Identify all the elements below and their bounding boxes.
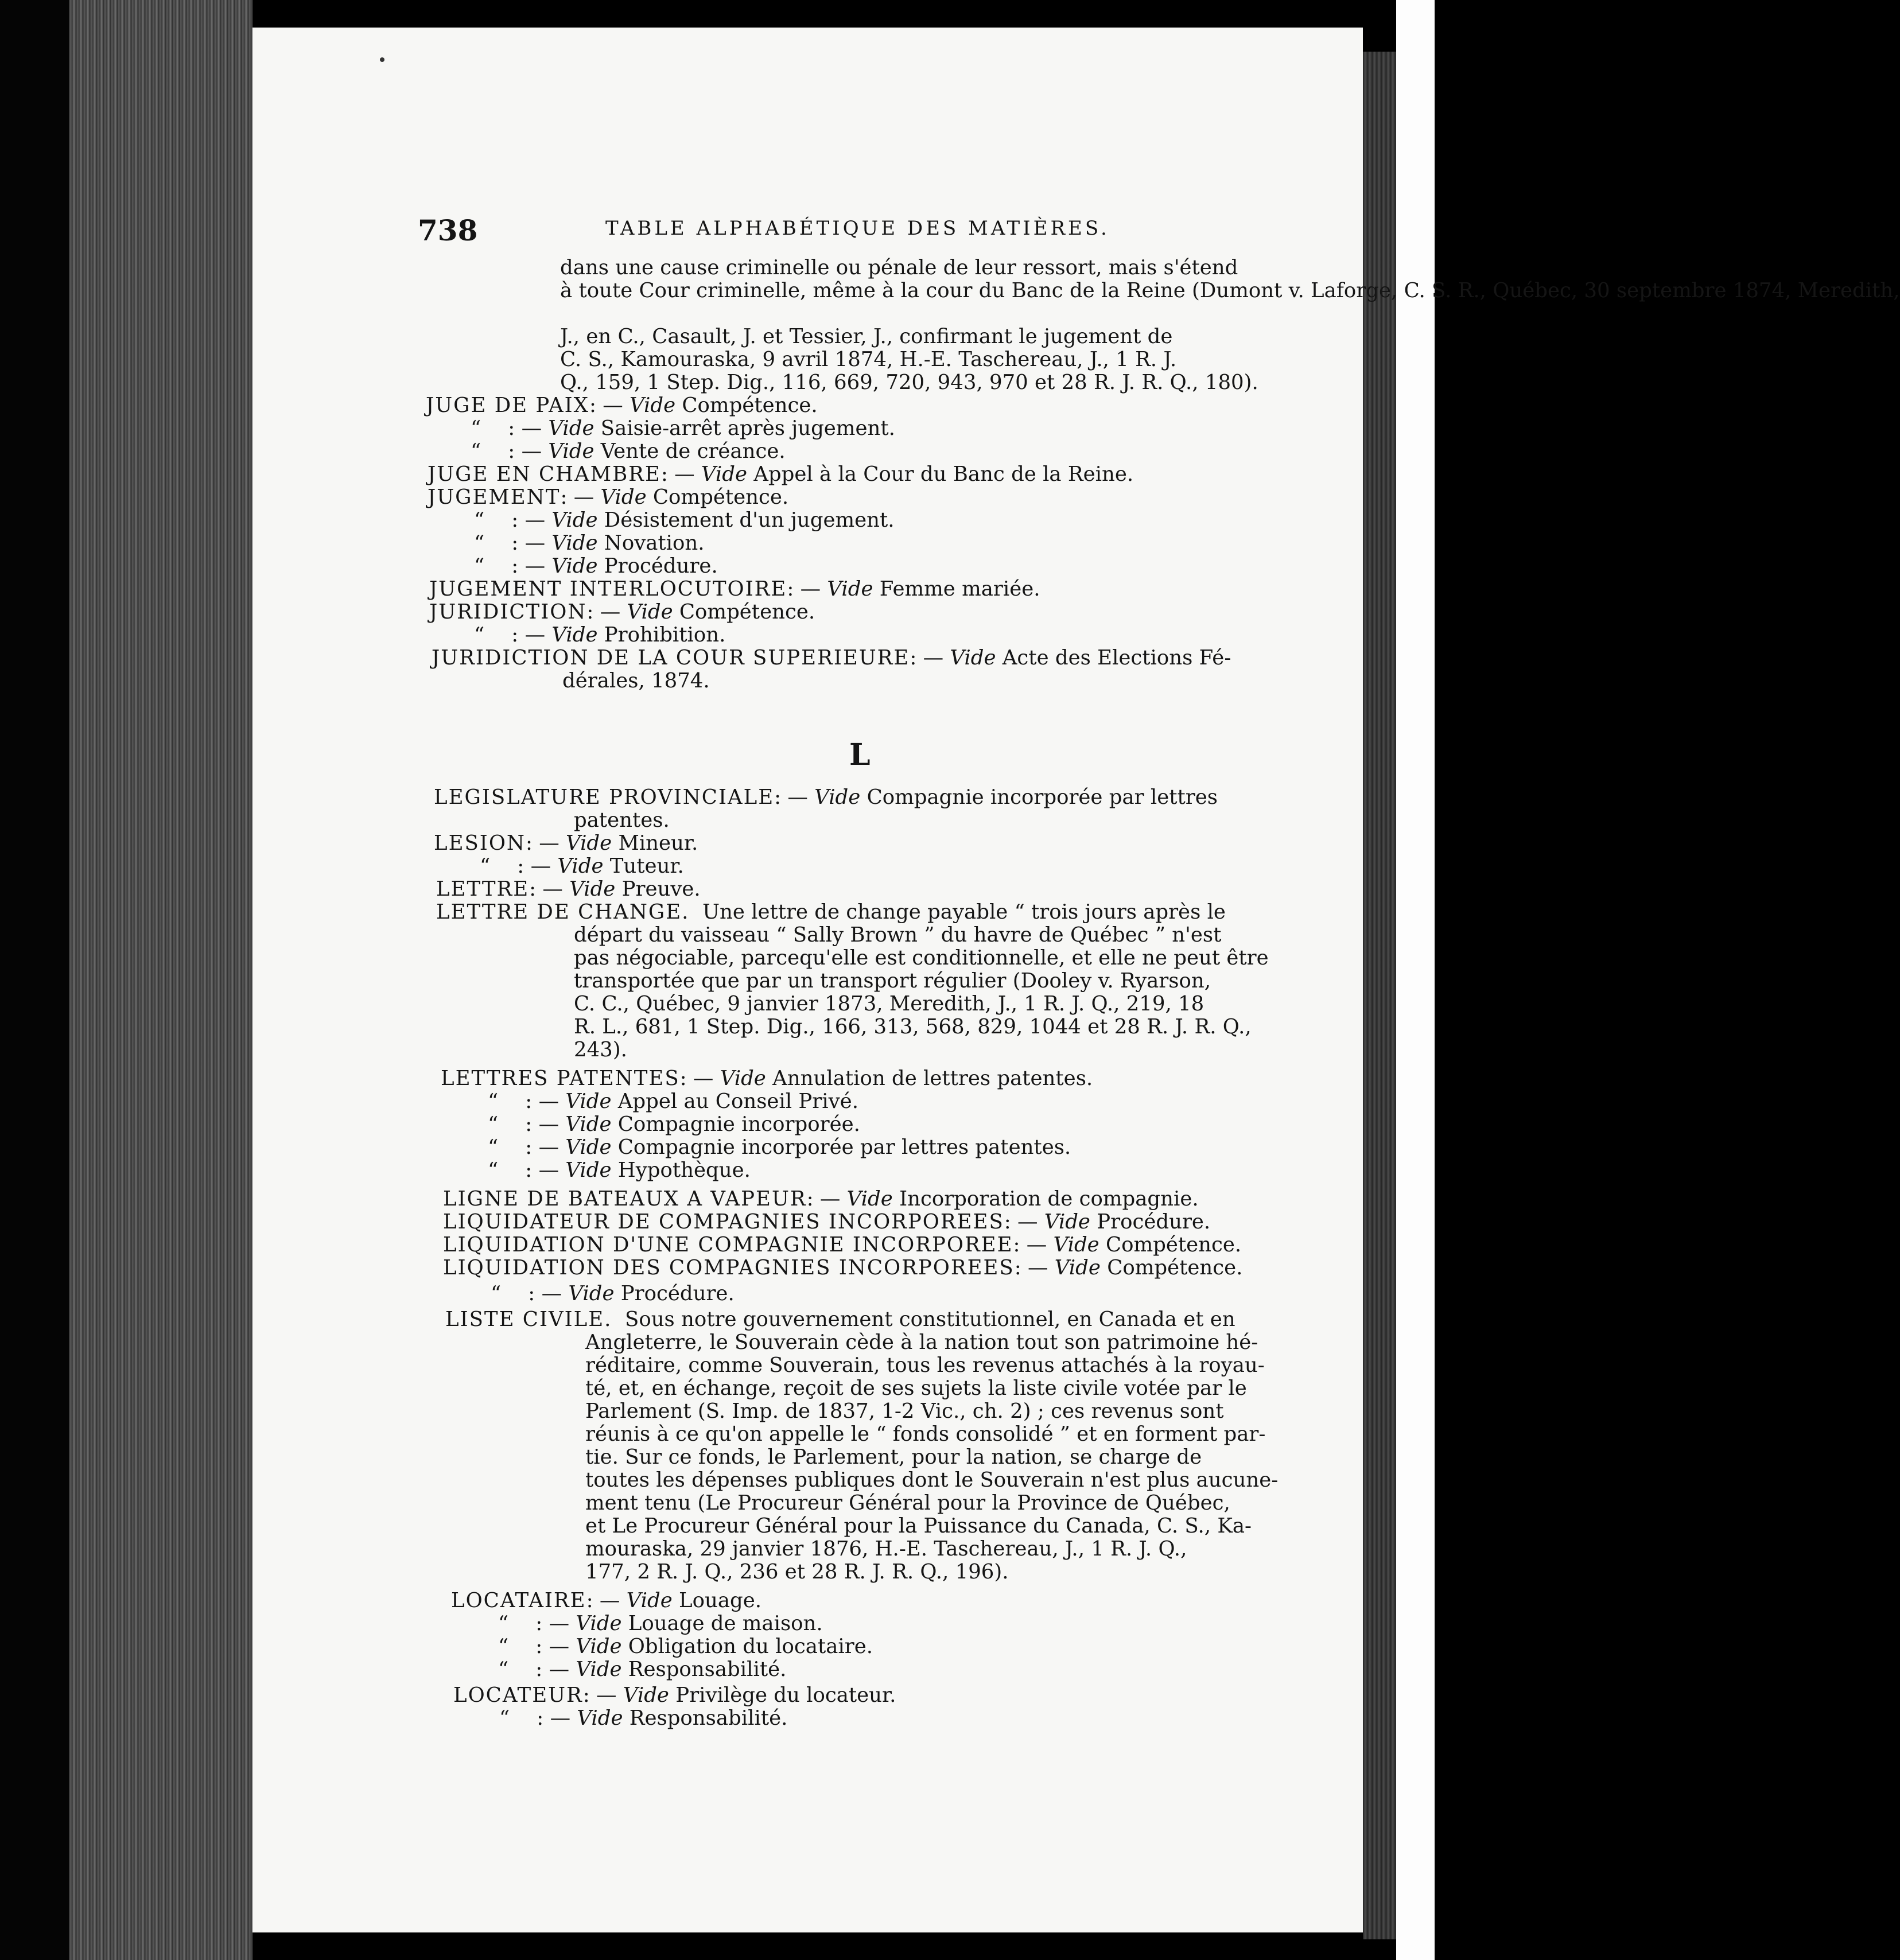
- index-heading: JUGE DE PAIX: [426, 394, 589, 417]
- index-line: [471, 440, 786, 463]
- index-text: — Vide Compétence.: [573, 485, 789, 509]
- index-text: R. L., 681, 1 Step. Dig., 166, 313, 568, 829, 1044 et 28 R. J. R. Q.,: [574, 1015, 1252, 1039]
- index-line: [585, 1377, 1247, 1400]
- index-colon: :: [586, 600, 594, 624]
- index-line: [488, 1136, 1071, 1159]
- index-text: — Vide Mineur.: [539, 831, 698, 855]
- ditto-mark: “: [498, 1635, 510, 1658]
- index-line: [434, 786, 1218, 809]
- index-line: [488, 1159, 751, 1182]
- index-heading: JURIDICTION: [429, 600, 587, 624]
- index-colon: :: [508, 417, 515, 440]
- index-heading: JURIDICTION DE LA COUR SUPERIEURE: [432, 646, 910, 670]
- index-text: toutes les dépenses publiques dont le Souverain n'est plus aucune-: [585, 1468, 1279, 1492]
- index-text: Q., 159, 1 Step. Dig., 116, 669, 720, 943, 970 et 28 R. J. R. Q., 180).: [560, 371, 1258, 394]
- index-text: dans une cause criminelle ou pénale de leur ressort, mais s'étend: [560, 256, 1238, 279]
- index-heading: LOCATEUR: [453, 1683, 583, 1707]
- index-colon: :: [910, 646, 917, 670]
- index-colon: :: [774, 785, 782, 809]
- index-text: J., en C., Casault, J. et Tessier, J., confirmant le jugement de: [560, 325, 1173, 348]
- index-text: transportée que par un transport régulier (Dooley v. Ryarson,: [574, 969, 1211, 993]
- index-heading: LETTRE: [436, 877, 530, 901]
- index-line: [574, 1016, 1252, 1039]
- index-colon: :: [525, 1135, 533, 1159]
- index-colon: :: [1013, 1233, 1020, 1257]
- index-text: — Vide Privilège du locateur.: [596, 1683, 896, 1707]
- index-heading: LISTE CIVILE.: [445, 1308, 612, 1331]
- index-text: — Vide Vente de créance.: [521, 440, 786, 463]
- index-text: — Vide Louage.: [599, 1589, 762, 1612]
- index-text: — Vide Compétence.: [1026, 1233, 1242, 1257]
- index-text: — Vide Hypothèque.: [538, 1158, 751, 1182]
- index-text: — Vide Preuve.: [542, 877, 701, 901]
- index-colon: :: [586, 1589, 593, 1612]
- index-text: — Vide Procédure.: [541, 1282, 735, 1305]
- index-colon: :: [511, 554, 519, 578]
- index-heading: LIQUIDATEUR DE COMPAGNIES INCORPOREES: [443, 1210, 1004, 1234]
- index-line: [428, 486, 788, 509]
- index-colon: :: [1004, 1210, 1011, 1234]
- index-heading: LETTRE DE CHANGE.: [436, 900, 690, 924]
- index-text: — Vide Compagnie incorporée.: [538, 1113, 860, 1136]
- ditto-mark: “: [498, 1658, 510, 1681]
- index-heading: LEGISLATURE PROVINCIALE: [434, 785, 775, 809]
- index-line: [560, 348, 1176, 371]
- index-heading: LIGNE DE BATEAUX A VAPEUR: [443, 1187, 807, 1211]
- index-line: [432, 647, 1231, 670]
- index-heading: LETTRES PATENTES: [441, 1067, 680, 1090]
- ditto-mark: “: [480, 854, 492, 878]
- index-line: [585, 1538, 1187, 1561]
- index-text: té, et, en échange, reçoit de ses sujets la liste civile votée par le: [585, 1376, 1247, 1400]
- index-text: C. S., Kamouraska, 9 avril 1874, H.-E. Taschereau, J., 1 R. J.: [560, 348, 1177, 371]
- index-text: — Vide Responsabilité.: [550, 1706, 788, 1730]
- index-colon: :: [525, 1158, 533, 1182]
- index-colon: :: [517, 854, 524, 878]
- ditto-mark: “: [499, 1706, 511, 1730]
- index-heading: JUGE EN CHAMBRE: [428, 462, 661, 486]
- index-text: Parlement (S. Imp. de 1837, 1-2 Vic., ch. 2) ; ces revenus sont: [585, 1399, 1224, 1423]
- index-line: [443, 1211, 1210, 1234]
- index-line: [585, 1354, 1265, 1377]
- index-colon: :: [528, 1282, 535, 1305]
- index-text: — Vide Acte des Elections Fé-: [923, 646, 1231, 670]
- index-line: [585, 1446, 1202, 1469]
- ditto-mark: “: [474, 508, 486, 532]
- index-line: [585, 1400, 1223, 1423]
- page-number: 738: [418, 213, 478, 247]
- index-line: [560, 279, 1900, 302]
- index-colon: :: [1014, 1256, 1021, 1280]
- ditto-mark: “: [488, 1090, 500, 1113]
- index-text: Sous notre gouvernement constitutionnel, en Canada et en: [625, 1308, 1235, 1331]
- index-line: [451, 1589, 761, 1612]
- index-text: — Vide Saisie-arrêt après jugement.: [521, 417, 895, 440]
- index-line: [585, 1423, 1265, 1446]
- index-line: [474, 555, 718, 578]
- index-text: mouraska, 29 janvier 1876, H.-E. Taschereau, J., 1 R. J. Q.,: [585, 1537, 1187, 1561]
- index-text: — Vide Incorporation de compagnie.: [819, 1187, 1199, 1211]
- index-line: [574, 809, 670, 832]
- index-line: [436, 878, 701, 901]
- index-text: — Vide Compétence.: [600, 600, 815, 624]
- index-text: — Vide Louage de maison.: [549, 1612, 823, 1635]
- index-line: [498, 1658, 786, 1681]
- index-text: départ du vaisseau “ Sally Brown ” du havre de Québec ” n'est: [574, 923, 1222, 947]
- index-colon: :: [560, 485, 568, 509]
- index-line: [560, 325, 1172, 348]
- index-line: [434, 832, 698, 855]
- index-line: [499, 1707, 787, 1730]
- index-text: réunis à ce qu'on appelle le “ fonds consolidé ” et en forment par-: [585, 1422, 1266, 1446]
- index-line: [585, 1515, 1252, 1538]
- index-line: [453, 1684, 896, 1707]
- index-text: — Vide Femme mariée.: [800, 577, 1040, 601]
- index-text: — Vide Compétence.: [603, 394, 818, 417]
- section-letter: L: [849, 737, 871, 772]
- index-heading: LESION: [434, 831, 526, 855]
- index-line: [488, 1090, 858, 1113]
- index-colon: :: [787, 577, 794, 601]
- index-text: — Vide Compagnie incorporée par lettres patentes.: [538, 1135, 1071, 1159]
- index-text: — Vide Procédure.: [1017, 1210, 1211, 1234]
- book-edge-right: [1363, 52, 1396, 1939]
- index-heading: LOCATAIRE: [451, 1589, 586, 1612]
- index-colon: :: [537, 1706, 544, 1730]
- index-line: [429, 601, 815, 624]
- index-line: [498, 1612, 823, 1635]
- index-colon: :: [660, 462, 668, 486]
- index-colon: :: [679, 1067, 687, 1090]
- index-colon: :: [535, 1635, 543, 1658]
- index-text: patentes.: [574, 808, 670, 832]
- index-line: [562, 670, 710, 693]
- running-head: TABLE ALPHABÉTIQUE DES MATIÈRES.: [605, 217, 1110, 240]
- index-text: — Vide Obligation du locataire.: [549, 1635, 873, 1658]
- index-line: [498, 1635, 873, 1658]
- index-line: [560, 256, 1238, 279]
- index-text: C. C., Québec, 9 janvier 1873, Meredith, J., 1 R. J. Q., 219, 18: [574, 992, 1205, 1016]
- index-text: 243).: [574, 1038, 627, 1061]
- index-line: [480, 855, 684, 878]
- index-colon: :: [525, 1113, 533, 1136]
- index-text: — Vide Tuteur.: [530, 854, 684, 878]
- index-text: tie. Sur ce fonds, le Parlement, pour la nation, se charge de: [585, 1445, 1202, 1469]
- index-line: [491, 1282, 735, 1305]
- index-heading: LIQUIDATION D'UNE COMPAGNIE INCORPOREE: [443, 1233, 1013, 1257]
- index-line: [585, 1469, 1278, 1492]
- ditto-mark: “: [471, 417, 483, 440]
- index-colon: :: [511, 508, 519, 532]
- index-text: — Vide Annulation de lettres patentes.: [693, 1067, 1093, 1090]
- index-text: — Vide Compagnie incorporée par lettres: [787, 785, 1218, 809]
- index-line: [443, 1257, 1242, 1280]
- index-line: [428, 463, 1133, 486]
- index-colon: :: [529, 877, 537, 901]
- ditto-mark: “: [491, 1282, 503, 1305]
- ditto-mark: “: [474, 554, 486, 578]
- ditto-mark: “: [498, 1612, 510, 1635]
- index-line: [574, 924, 1221, 947]
- index-text: à toute Cour criminelle, même à la cour du Banc de la Reine (Dumont v. Laforge, C. S. R., Québec, 30 septembre 1874, Meredith,: [560, 279, 1900, 302]
- index-line: [574, 1039, 627, 1061]
- index-colon: :: [511, 623, 519, 647]
- index-text: — Vide Appel au Conseil Privé.: [538, 1090, 858, 1113]
- index-text: — Vide Compétence.: [1028, 1256, 1243, 1280]
- index-text: — Vide Désistement d'un jugement.: [524, 508, 895, 532]
- index-colon: :: [535, 1612, 543, 1635]
- index-text: — Vide Responsabilité.: [549, 1658, 787, 1681]
- index-line: [474, 624, 725, 647]
- ditto-mark: “: [474, 623, 486, 647]
- index-line: [445, 1308, 1235, 1331]
- index-line: [574, 970, 1211, 993]
- index-line: [474, 509, 895, 532]
- index-text: — Vide Procédure.: [524, 554, 718, 578]
- index-line: [474, 532, 705, 555]
- index-colon: :: [508, 440, 515, 463]
- index-colon: :: [589, 394, 596, 417]
- index-text: et Le Procureur Général pour la Puissance du Canada, C. S., Ka-: [585, 1514, 1252, 1538]
- index-heading: JUGEMENT INTERLOCUTOIRE: [429, 577, 787, 601]
- index-line: [426, 394, 818, 417]
- speck-mark: [380, 57, 384, 62]
- index-line: [574, 993, 1204, 1016]
- index-line: [560, 371, 1258, 394]
- index-colon: :: [582, 1683, 590, 1707]
- ditto-mark: “: [488, 1113, 500, 1136]
- index-line: [574, 947, 1269, 970]
- ditto-mark: “: [488, 1158, 500, 1182]
- index-text: pas négociable, parcequ'elle est conditionnelle, et elle ne peut être: [574, 946, 1269, 970]
- index-text: Angleterre, le Souverain cède à la nation tout son patrimoine hé-: [585, 1331, 1258, 1354]
- index-line: [429, 578, 1040, 601]
- index-heading: LIQUIDATION DES COMPAGNIES INCORPOREES: [443, 1256, 1015, 1280]
- index-colon: :: [806, 1187, 814, 1211]
- index-text: — Vide Appel à la Cour du Banc de la Reine.: [674, 462, 1134, 486]
- index-text: ment tenu (Le Procureur Général pour la Province de Québec,: [585, 1491, 1230, 1515]
- ditto-mark: “: [474, 531, 486, 555]
- index-line: [585, 1492, 1230, 1515]
- index-colon: :: [526, 831, 533, 855]
- index-heading: JUGEMENT: [428, 485, 561, 509]
- index-colon: :: [511, 531, 519, 555]
- index-line: [436, 901, 1226, 924]
- index-text: 177, 2 R. J. Q., 236 et 28 R. J. R. Q., 196).: [585, 1560, 1009, 1584]
- index-line: [585, 1561, 1009, 1584]
- index-line: [488, 1113, 860, 1136]
- ditto-mark: “: [471, 440, 483, 463]
- index-line: [585, 1331, 1258, 1354]
- index-line: [441, 1067, 1093, 1090]
- index-line: [443, 1188, 1199, 1211]
- index-text: Une lettre de change payable “ trois jours après le: [702, 900, 1226, 924]
- index-text: réditaire, comme Souverain, tous les revenus attachés à la royau-: [585, 1354, 1265, 1377]
- index-line: [471, 417, 895, 440]
- scan-border-left: [0, 0, 69, 1960]
- index-text: dérales, 1874.: [562, 669, 710, 693]
- index-text: — Vide Prohibition.: [524, 623, 726, 647]
- index-text: — Vide Novation.: [524, 531, 705, 555]
- ditto-mark: “: [488, 1135, 500, 1159]
- index-colon: :: [535, 1658, 543, 1681]
- index-line: [443, 1234, 1241, 1257]
- index-colon: :: [525, 1090, 533, 1113]
